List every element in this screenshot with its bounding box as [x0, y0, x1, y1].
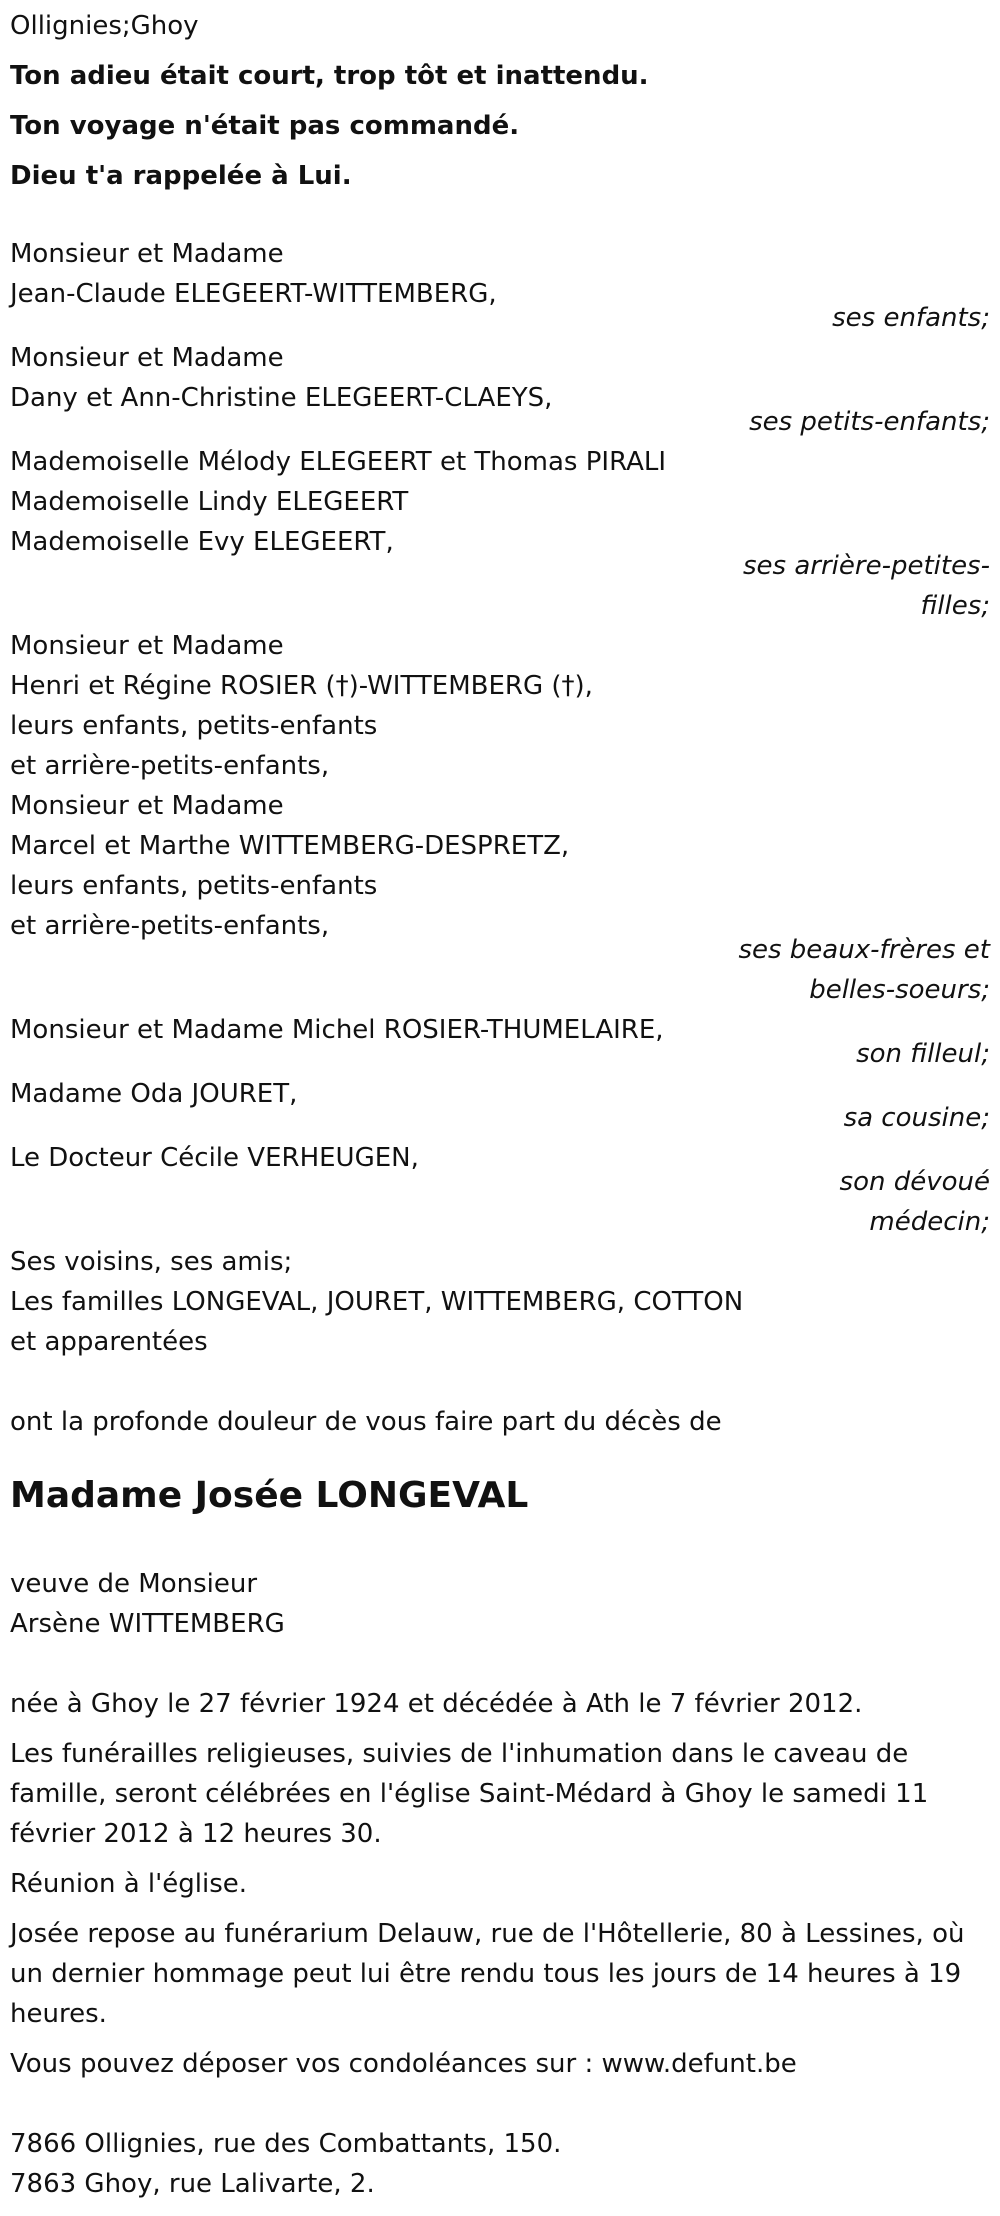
deceased-name: Madame Josée LONGEVAL: [10, 1475, 529, 1516]
family-g2-relation: ses petits-enfants;: [749, 407, 990, 437]
family-g4-relation-line-1: ses beaux-frères et: [738, 935, 990, 965]
family-g8-line-2: Les familles LONGEVAL, JOURET, WITTEMBERG, COTTON: [10, 1287, 744, 1317]
family-g4-line-8: et arrière-petits-enfants,: [10, 911, 330, 941]
birth-death: née à Ghoy le 27 février 1924 et décédée à Ath le 7 février 2012.: [10, 1689, 863, 1719]
family-g7-relation-line-2: médecin;: [869, 1207, 990, 1237]
funeral-info: Les funérailles religieuses, suivies de l'inhumation dans le caveau de famille, seront célébrées en l'église Saint-Médard à Ghoy le samedi 11 février 2012 à 12 heures 30.: [10, 1739, 929, 1849]
poem-line-3: Dieu t'a rappelée à Lui.: [10, 161, 352, 191]
family-g1-relation: ses enfants;: [832, 303, 990, 333]
address-ghoy: 7863 Ghoy, rue Lalivarte, 2.: [10, 2169, 375, 2199]
family-g4-line-2: Henri et Régine ROSIER (†)-WITTEMBERG (†),: [10, 671, 593, 701]
family-g4-line-1: Monsieur et Madame: [10, 631, 284, 661]
family-g7-line: Le Docteur Cécile VERHEUGEN,: [10, 1143, 419, 1173]
family-g2-line-2: Dany et Ann-Christine ELEGEERT-CLAEYS,: [10, 383, 553, 413]
family-g4-line-7: leurs enfants, petits-enfants: [10, 871, 378, 901]
family-g3-relation-line-2: filles;: [920, 591, 990, 621]
family-g8-line-1: Ses voisins, ses amis;: [10, 1247, 293, 1277]
family-g3-relation-line-1: ses arrière-petites-: [743, 551, 990, 581]
rest-info: Josée repose au funérarium Delauw, rue de l'Hôtellerie, 80 à Lessines, où un dernier hommage peut lui être rendu tous les jours de 14 heures à 19 heures.: [10, 1919, 965, 2029]
announcement: ont la profonde douleur de vous faire part du décès de: [10, 1407, 722, 1437]
family-g4-line-6: Marcel et Marthe WITTEMBERG-DESPRETZ,: [10, 831, 570, 861]
family-g5-relation: son filleul;: [856, 1039, 990, 1069]
address-ollignies: 7866 Ollignies, rue des Combattants, 150.: [10, 2129, 562, 2159]
family-g4-line-3: leurs enfants, petits-enfants: [10, 711, 378, 741]
meeting-info: Réunion à l'église.: [10, 1869, 248, 1899]
family-g3-line-1: Mademoiselle Mélody ELEGEERT et Thomas PIRALI: [10, 447, 667, 477]
widow-of-line-1: veuve de Monsieur: [10, 1569, 258, 1599]
header-place: Ollignies;Ghoy: [10, 11, 199, 41]
family-g8-line-3: et apparentées: [10, 1327, 208, 1357]
family-g1-line-2: Jean-Claude ELEGEERT-WITTEMBERG,: [10, 279, 497, 309]
poem-line-1: Ton adieu était court, trop tôt et inattendu.: [10, 61, 649, 91]
family-g4-line-4: et arrière-petits-enfants,: [10, 751, 330, 781]
family-g3-line-2: Mademoiselle Lindy ELEGEERT: [10, 487, 409, 517]
family-g1-line-1: Monsieur et Madame: [10, 239, 284, 269]
family-g4-line-5: Monsieur et Madame: [10, 791, 284, 821]
family-g4-relation-line-2: belles-soeurs;: [809, 975, 990, 1005]
family-g6-line: Madame Oda JOURET,: [10, 1079, 298, 1109]
family-g2-line-1: Monsieur et Madame: [10, 343, 284, 373]
poem-line-2: Ton voyage n'était pas commandé.: [10, 111, 520, 141]
family-g7-relation-line-1: son dévoué: [839, 1167, 990, 1197]
widow-of-line-2: Arsène WITTEMBERG: [10, 1609, 285, 1639]
condolences: Vous pouvez déposer vos condoléances sur : www.defunt.be: [10, 2049, 797, 2079]
family-g6-relation: sa cousine;: [843, 1103, 990, 1133]
family-g5-line: Monsieur et Madame Michel ROSIER-THUMELAIRE,: [10, 1015, 664, 1045]
family-g3-line-3: Mademoiselle Evy ELEGEERT,: [10, 527, 394, 557]
